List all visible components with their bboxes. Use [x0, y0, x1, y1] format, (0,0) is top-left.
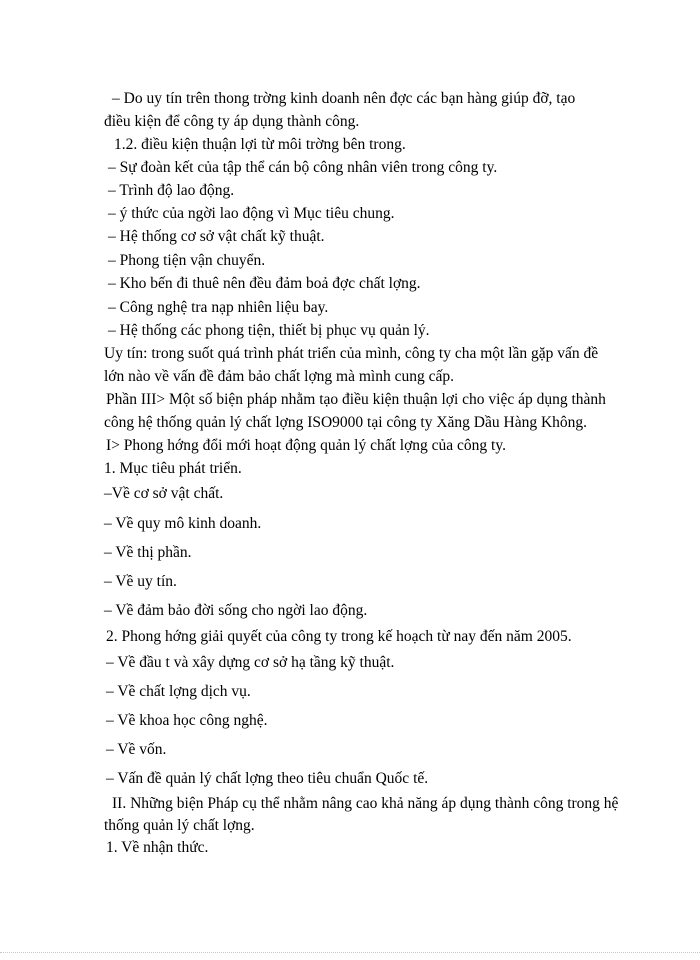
list-item: – Về quy mô kinh doanh.	[104, 515, 262, 532]
section-heading: 2. Phong hớng giải quyết của công ty trong kế hoạch từ nay đến năm 2005.	[106, 628, 572, 645]
list-item: – Hệ thống cơ sở vật chất kỹ thuật.	[108, 228, 325, 245]
list-item: – Về đầu t và xây dựng cơ sở hạ tầng kỹ thuật.	[106, 654, 395, 671]
list-item: – Về chất lợng dịch vụ.	[106, 683, 251, 700]
list-item: – Công nghệ tra nạp nhiên liệu bay.	[108, 299, 329, 316]
list-item: – Trình độ lao động.	[108, 182, 235, 199]
text-line: Uy tín: trong suốt quá trình phát triển của mình, công ty cha một lần gặp vấn đề	[104, 345, 599, 362]
section-heading: II. Những biện Pháp cụ thể nhằm nâng cao khả năng áp dụng thành công trong hệ	[112, 795, 619, 812]
section-heading: Phần III> Một số biện pháp nhằm tạo điều kiện thuận lợi cho việc áp dụng thành	[106, 391, 606, 408]
page-bottom-rule	[0, 952, 700, 953]
list-item: – Về vốn.	[106, 741, 167, 758]
list-item: – Về thị phần.	[104, 544, 192, 561]
section-heading: I> Phong hớng đổi mới hoạt động quản lý chất lợng của công ty.	[106, 437, 506, 454]
list-item: – Hệ thống các phong tiện, thiết bị phục vụ quản lý.	[108, 322, 430, 339]
list-item: – Về khoa học công nghệ.	[106, 712, 268, 729]
text-line: thống quản lý chất lợng.	[104, 817, 255, 834]
list-item: – ý thức của ngời lao động vì Mục tiêu chung.	[108, 205, 395, 222]
list-item: –Về cơ sở vật chất.	[104, 485, 224, 502]
list-item: – Vấn đề quản lý chất lợng theo tiêu chuẩn Quốc tế.	[106, 770, 429, 787]
list-item: – Về đảm bảo đời sống cho ngời lao động.	[104, 602, 368, 619]
text-line: điều kiện để công ty áp dụng thành công.	[104, 113, 360, 130]
list-item: – Sự đoàn kết của tập thể cán bộ công nhân viên trong công ty.	[108, 159, 498, 176]
list-item: – Phong tiện vận chuyển.	[108, 252, 266, 269]
section-heading: 1. Về nhận thức.	[106, 839, 209, 856]
section-heading: 1.2. điều kiện thuận lợi từ môi trờng bên trong.	[114, 136, 406, 153]
list-item: – Về uy tín.	[104, 573, 177, 590]
text-line: – Do uy tín trên thong trờng kinh doanh nên đợc các bạn hàng giúp đỡ, tạo	[112, 90, 576, 107]
text-line: công hệ thống quản lý chất lợng ISO9000 tại công ty Xăng Dầu Hàng Không.	[104, 414, 588, 431]
section-heading: 1. Mục tiêu phát triển.	[104, 460, 242, 477]
list-item: – Kho bến đi thuê nên đều đảm boả đợc chất lợng.	[108, 275, 421, 292]
text-line: lớn nào về vấn đề đảm bảo chất lợng mà mình cung cấp.	[104, 368, 454, 385]
